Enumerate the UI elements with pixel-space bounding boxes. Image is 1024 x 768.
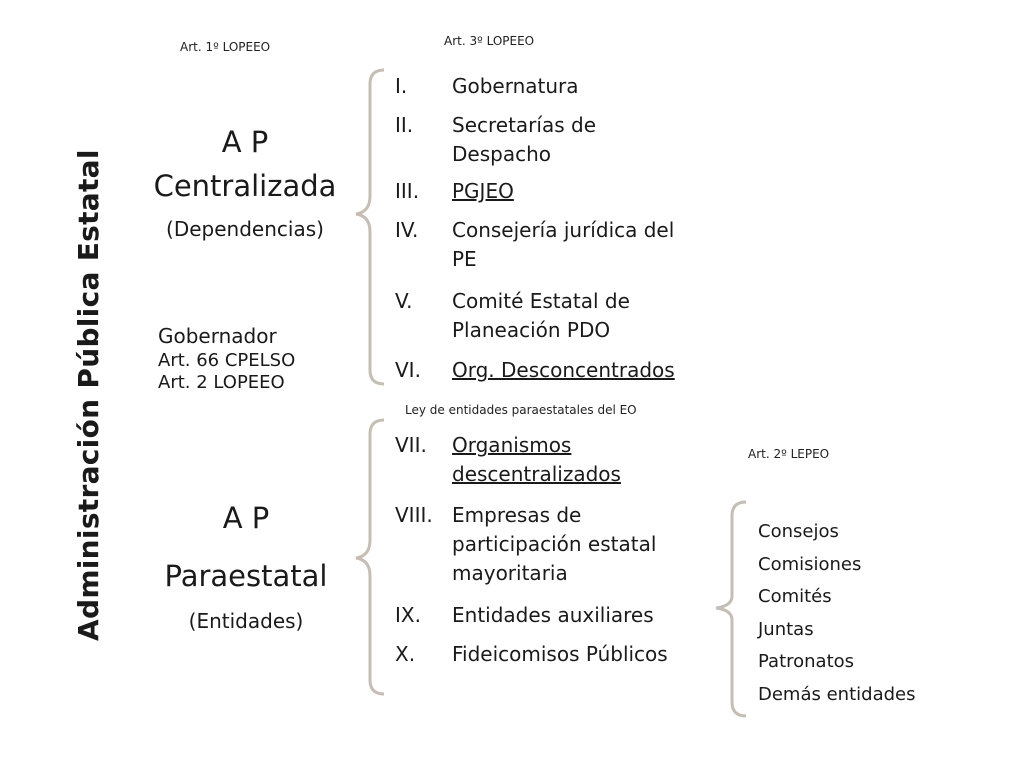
item-number: I. — [395, 74, 408, 98]
item-text: Planeación PDO — [452, 318, 611, 342]
item-number: IV. — [395, 218, 419, 242]
item-number: III. — [395, 179, 420, 203]
list-item: Comisiones — [758, 553, 862, 575]
ref-art1-lopeeo: Art. 1º LOPEEO — [180, 40, 271, 54]
item-text: participación estatal — [452, 532, 657, 556]
bracket-centralizada — [356, 70, 384, 384]
item-text: mayoritaria — [452, 561, 568, 585]
item-text: PE — [452, 247, 477, 271]
item-text: Entidades auxiliares — [452, 603, 654, 627]
entidades-list — [758, 516, 915, 712]
item-text: Despacho — [452, 142, 551, 166]
list-item: Comités — [758, 586, 832, 608]
item-number: VIII. — [395, 503, 433, 527]
bracket-entidades — [716, 502, 746, 716]
item-text: Comité Estatal de — [452, 289, 630, 313]
ref-ley-entidades: Ley de entidades paraestatales del EO — [405, 403, 637, 417]
item-number: VII. — [395, 433, 427, 457]
gobernador-line: Gobernador — [158, 324, 277, 348]
item-text: Fideicomisos Públicos — [452, 642, 668, 666]
list-item: Juntas — [758, 618, 814, 640]
item-number: II. — [395, 113, 414, 137]
list-item: Consejos — [758, 521, 839, 542]
item-text: Empresas de — [452, 503, 582, 527]
item-text: Consejería jurídica del — [452, 218, 675, 242]
vertical-title: Administración Pública Estatal — [72, 149, 105, 641]
centralizada-subtitle: (Dependencias) — [166, 217, 324, 241]
ref-art2-lepeo: Art. 2º LEPEO — [748, 447, 830, 461]
paraestatal-subtitle: (Entidades) — [188, 609, 304, 633]
item-number: VI. — [395, 358, 421, 382]
centralizada-heading-title: Centralizada — [153, 169, 337, 203]
paraestatal-heading-ap: A P — [222, 501, 270, 535]
item-text-link[interactable]: Organismos — [452, 433, 572, 457]
paraestatal-heading-title: Paraestatal — [164, 559, 328, 593]
item-text-link[interactable]: PGJEO — [452, 179, 514, 203]
item-text-link[interactable]: descentralizados — [452, 462, 621, 486]
item-number: X. — [395, 642, 416, 666]
ref-art3-lopeeo: Art. 3º LOPEEO — [444, 34, 535, 48]
item-number: V. — [395, 289, 413, 313]
gobernador-line: Art. 2 LOPEEO — [158, 372, 285, 393]
centralizada-heading-ap: A P — [221, 125, 269, 159]
item-text: Gobernatura — [452, 74, 579, 98]
item-text: Secretarías de — [452, 113, 596, 137]
gobernador-line: Art. 66 CPELSO — [158, 350, 296, 371]
list-item: Patronatos — [758, 651, 855, 673]
item-text-link[interactable]: Org. Desconcentrados — [452, 358, 675, 382]
bracket-paraestatal — [356, 420, 384, 694]
list-item: Demás entidades — [758, 683, 916, 705]
item-number: IX. — [395, 603, 421, 627]
